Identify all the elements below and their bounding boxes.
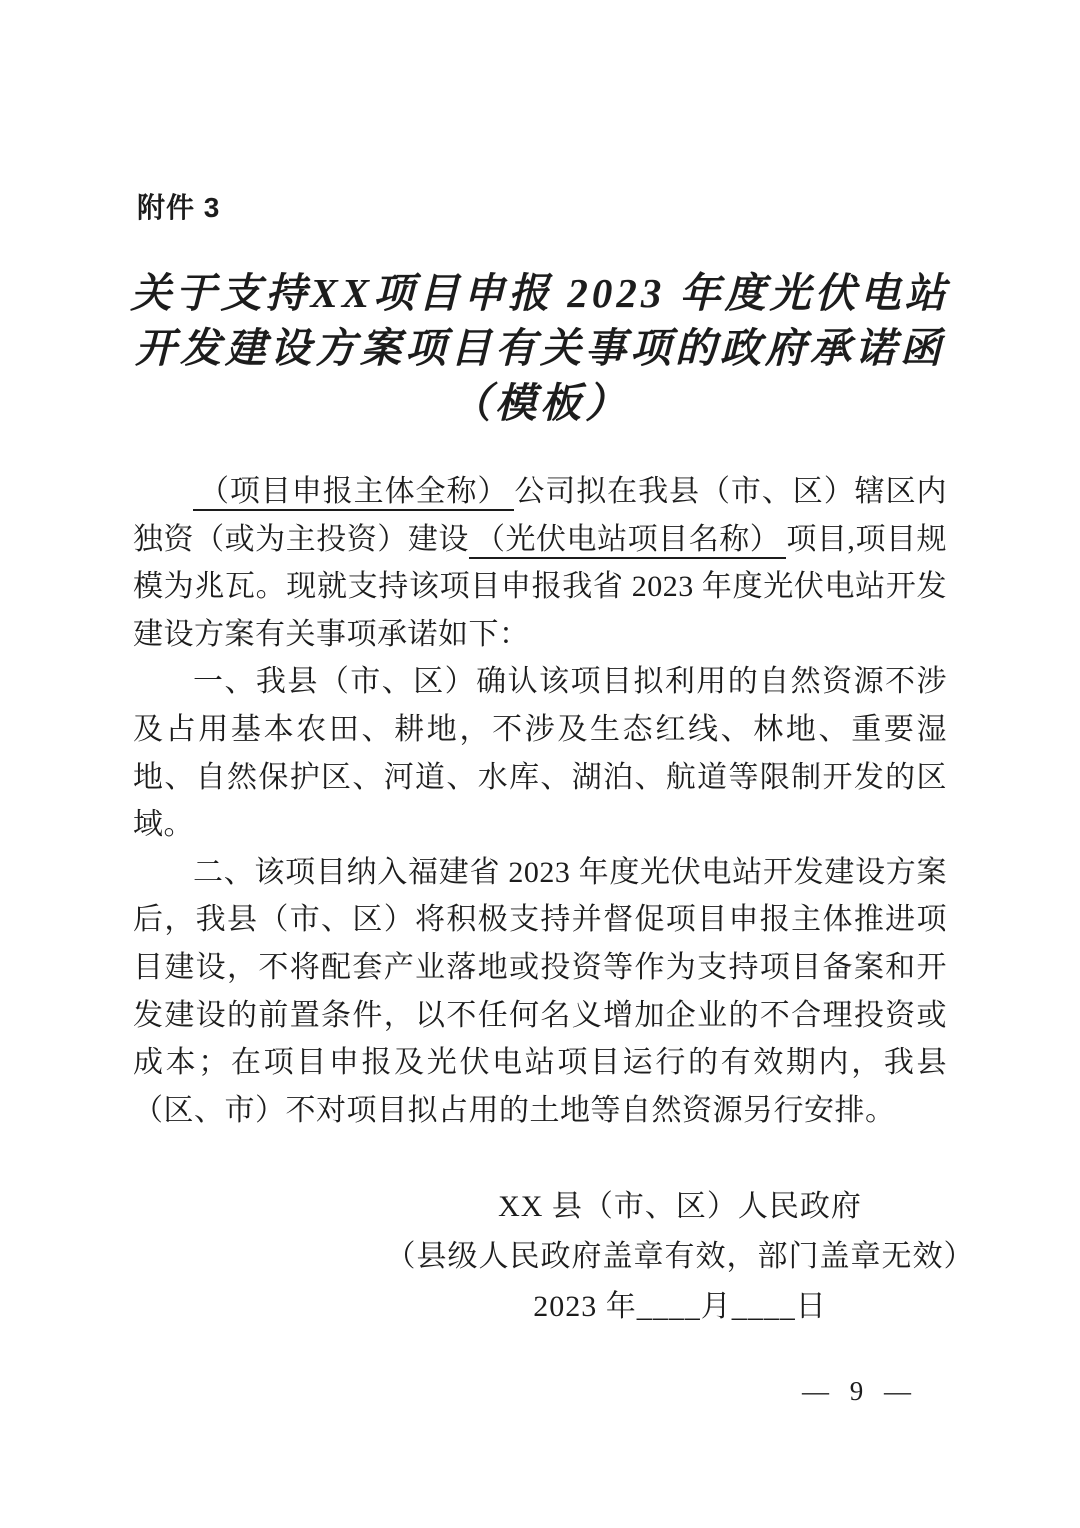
title-line-1: 关于支持XX项目申报 2023 年度光伏电站 <box>130 270 950 316</box>
body-text-run: 公司拟在我县（市、区）辖区内独资（或为主投资）建设 <box>133 475 948 556</box>
page-number: — 9 — <box>802 1376 918 1406</box>
body-text-run: 项目,项目规模为兆瓦。现就支持该项目申报我省 2023 年度光伏电站开发建设方案有关事项承诺如下： <box>133 522 948 651</box>
signature-date: 2023 年____月____日 <box>533 1290 827 1323</box>
body-paragraph <box>133 658 947 848</box>
signature-note: （县级人民政府盖章有效，部门盖章无效） <box>385 1240 975 1273</box>
title-line-2: 开发建设方案项目有关事项的政府承诺函 <box>135 325 945 371</box>
fill-in-blank: （光伏电站项目名称） <box>469 523 786 559</box>
signature-block <box>385 1182 975 1332</box>
document-body <box>133 468 947 1134</box>
fill-in-blank: （项目申报主体全称） <box>193 475 514 511</box>
body-text-run: 二、该项目纳入福建省 2023 年度光伏电站开发建设方案后，我县（市、区）将积极支持并督促项目申报主体推进项目建设，不将配套产业落地或投资等作为支持项目备案和开发建设的前置条件，以不任何名义增加企业的不合理投资或成本；在项目申报及光伏电站项目运行的有效期内，我县（区、市）不对项目拟占用的土地等自然资源另行安排。 <box>133 855 947 1127</box>
body-paragraph <box>133 468 947 658</box>
attachment-label: 附件 3 <box>137 192 221 223</box>
body-paragraph <box>133 849 947 1135</box>
document-title <box>50 266 1030 431</box>
title-line-3-subtitle: （模板） <box>450 380 630 426</box>
body-text-run: 一、我县（市、区）确认该项目拟利用的自然资源不涉及占用基本农田、耕地，不涉及生态红线、林地、重要湿地、自然保护区、河道、水库、湖泊、航道等限制开发的区域。 <box>133 665 947 842</box>
signature-org: XX 县（市、区）人民政府 <box>498 1190 862 1223</box>
